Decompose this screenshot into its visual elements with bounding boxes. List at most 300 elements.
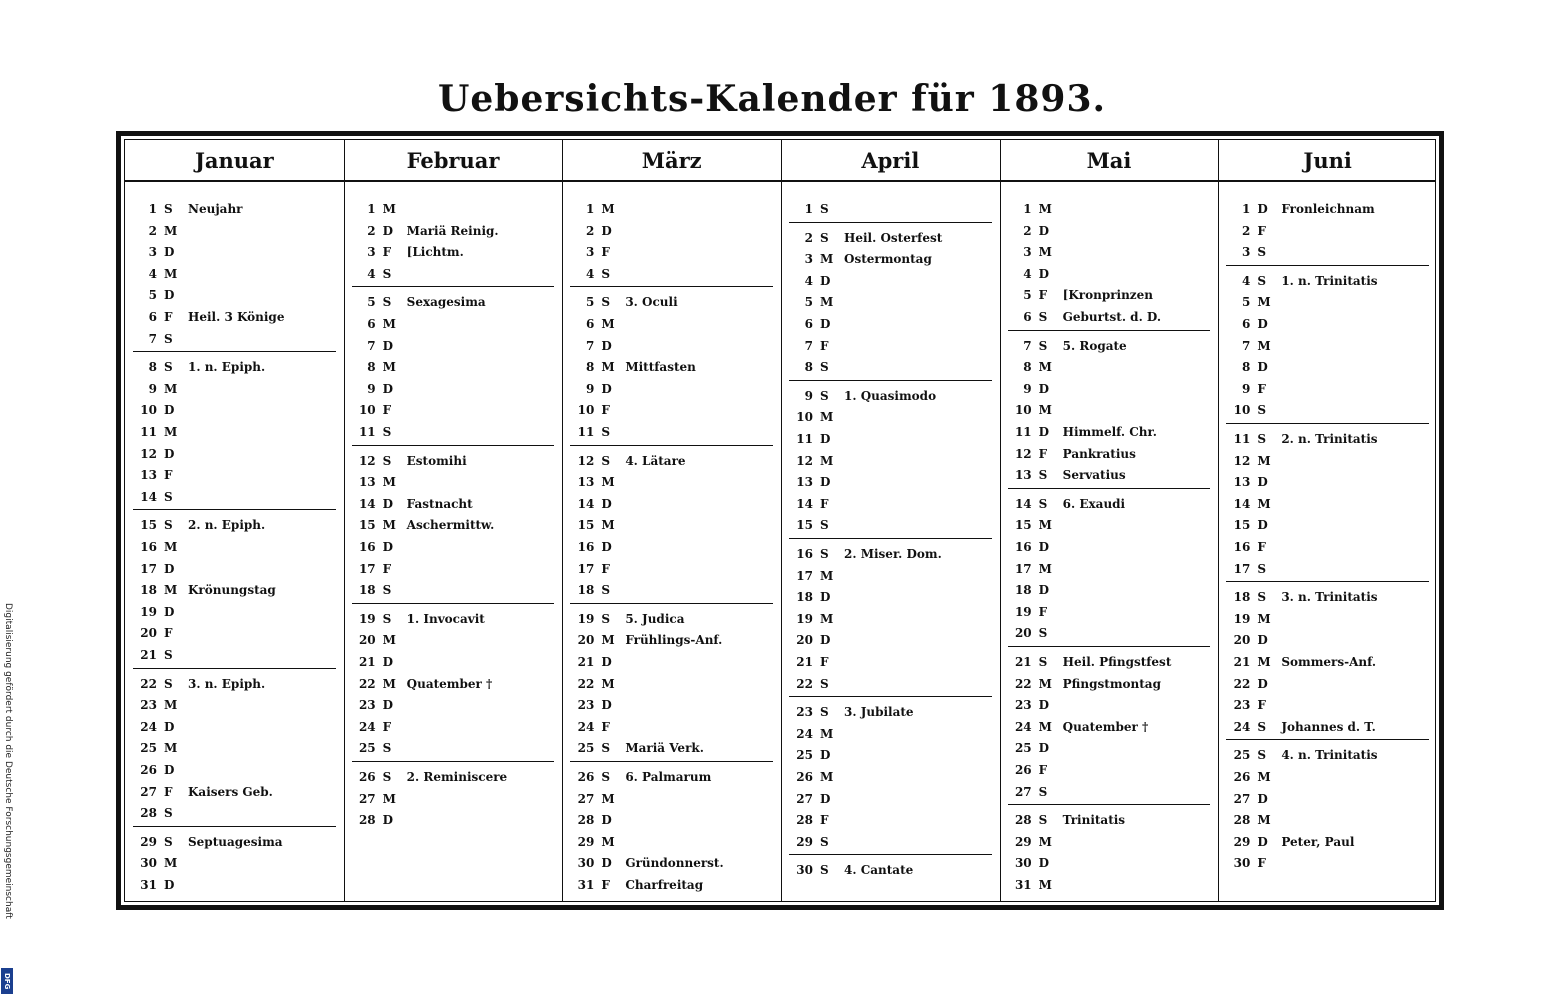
day-number: 3: [1241, 245, 1251, 260]
weekday-letter: F: [820, 655, 829, 669]
day-entry: [1008, 378, 1213, 400]
feast-day-label: Sexagesima: [406, 295, 486, 310]
weekday-letter: M: [382, 360, 396, 375]
day-number: 27: [1014, 784, 1032, 799]
day-entry: [789, 831, 994, 853]
day-entry: [352, 291, 557, 313]
weekday-letter: D: [820, 317, 831, 331]
feast-day-label: Mariä Verk.: [625, 741, 704, 756]
weekday-letter: S: [164, 648, 173, 662]
day-entry: [789, 313, 994, 335]
day-entry: [133, 759, 338, 781]
weekday-letter: F: [601, 719, 610, 734]
weekday-letter: S: [382, 295, 392, 310]
day-number: 15: [577, 518, 595, 533]
day-number: 16: [577, 540, 595, 554]
column-divider: [344, 140, 345, 901]
day-number: 1: [148, 202, 157, 216]
feast-day-label: Heil. Pfingstfest: [1062, 655, 1172, 669]
day-entry: [1008, 874, 1213, 896]
weekday-letter: F: [1038, 288, 1048, 303]
day-entry: [1226, 788, 1431, 810]
feast-day-label: 1. Quasimodo: [844, 388, 937, 403]
weekday-letter: S: [164, 518, 173, 533]
day-number: 27: [140, 784, 157, 799]
day-entry: [570, 291, 775, 313]
weekday-letter: D: [382, 813, 394, 828]
weekday-letter: S: [820, 547, 829, 561]
day-number: 27: [358, 791, 376, 806]
day-entry: [133, 421, 338, 443]
day-entry: [133, 601, 338, 623]
calendar-grid: [124, 139, 1436, 902]
weekday-letter: M: [601, 475, 615, 490]
day-entry: [570, 378, 775, 400]
weekday-letter: D: [601, 813, 612, 828]
day-entry: [570, 335, 775, 357]
weekday-letter: D: [1257, 676, 1268, 691]
day-entry: [1008, 536, 1213, 558]
feast-day-label: Kaisers Geb.: [188, 784, 273, 799]
week-separator: [1226, 265, 1429, 266]
day-number: 28: [1233, 813, 1251, 828]
feast-day-label: 2. n. Trinitatis: [1281, 432, 1378, 446]
day-entry: [789, 428, 994, 450]
day-number: 2: [1241, 223, 1251, 238]
day-entry: [570, 421, 775, 443]
weekday-letter: D: [1257, 317, 1268, 331]
day-number: 1: [804, 202, 813, 216]
day-number: 25: [796, 748, 813, 763]
day-entry: [1226, 586, 1431, 608]
day-entry: [570, 399, 775, 421]
weekday-letter: D: [820, 633, 831, 648]
weekday-letter: M: [1257, 770, 1271, 784]
weekday-letter: M: [1038, 878, 1052, 892]
day-number: 23: [796, 705, 813, 720]
day-entry: [570, 241, 775, 263]
month-column-mai: [1008, 190, 1219, 908]
week-separator: [570, 603, 773, 604]
day-entry: [133, 356, 338, 378]
day-number: 9: [804, 388, 813, 403]
day-number: 29: [1233, 834, 1251, 849]
day-number: 3: [367, 245, 376, 260]
weekday-letter: D: [820, 590, 831, 605]
day-number: 2: [148, 223, 157, 238]
day-number: 25: [577, 741, 595, 756]
month-header-februar: Februar: [406, 148, 500, 173]
day-entry: [1226, 716, 1431, 738]
weekday-letter: F: [820, 813, 829, 828]
weekday-letter: S: [601, 611, 610, 626]
day-entry: [1226, 629, 1431, 651]
day-entry: [1008, 852, 1213, 874]
weekday-letter: S: [601, 266, 610, 281]
weekday-letter: M: [820, 295, 834, 310]
day-number: 9: [1023, 381, 1032, 396]
day-number: 31: [1014, 878, 1032, 892]
day-entry: [133, 536, 338, 558]
day-number: 11: [358, 425, 376, 439]
day-entry: [133, 328, 338, 350]
day-number: 24: [358, 719, 376, 734]
day-entry: [352, 651, 557, 673]
day-entry: [133, 781, 338, 803]
day-number: 17: [140, 561, 157, 576]
weekday-letter: D: [601, 698, 612, 713]
day-number: 14: [358, 496, 376, 511]
day-entry: [1008, 558, 1213, 580]
day-number: 15: [140, 518, 157, 533]
day-entry: [352, 450, 557, 472]
day-entry: [570, 831, 775, 853]
day-number: 10: [1014, 403, 1032, 418]
day-number: 28: [140, 806, 157, 821]
day-entry: [1226, 694, 1431, 716]
weekday-letter: M: [601, 791, 615, 806]
day-entry: [1008, 284, 1213, 306]
feast-day-label: 1. Invocavit: [406, 611, 485, 626]
feast-day-label: 3. Jubilate: [844, 705, 914, 720]
day-entry: [352, 809, 557, 831]
weekday-letter: F: [164, 626, 173, 641]
weekday-letter: F: [382, 245, 392, 260]
weekday-letter: D: [382, 338, 394, 353]
day-number: 7: [1241, 338, 1251, 353]
weekday-letter: D: [601, 856, 612, 871]
day-entry: [789, 450, 994, 472]
month-column-juni: [1226, 190, 1437, 908]
day-entry: [1226, 241, 1431, 263]
weekday-letter: S: [382, 453, 392, 468]
weekday-letter: D: [164, 288, 175, 303]
weekday-letter: M: [164, 425, 178, 439]
week-separator: [789, 222, 992, 223]
day-number: 30: [577, 856, 595, 871]
day-entry: [1008, 306, 1213, 328]
weekday-letter: S: [1257, 719, 1266, 734]
day-number: 28: [1014, 813, 1032, 828]
weekday-letter: M: [820, 453, 834, 468]
weekday-letter: M: [601, 633, 615, 648]
weekday-letter: D: [601, 540, 612, 554]
weekday-letter: D: [1038, 381, 1050, 396]
day-entry: [1226, 399, 1431, 421]
weekday-letter: M: [1038, 403, 1052, 418]
day-number: 10: [140, 403, 157, 418]
day-number: 22: [1014, 676, 1032, 691]
week-separator: [1008, 804, 1211, 805]
weekday-letter: M: [601, 202, 615, 216]
day-number: 20: [358, 633, 376, 648]
day-entry: [133, 673, 338, 695]
day-number: 21: [1233, 655, 1251, 669]
day-number: 21: [1014, 655, 1032, 669]
day-entry: [789, 471, 994, 493]
weekday-letter: S: [820, 676, 829, 691]
day-number: 6: [804, 317, 813, 331]
calendar-frame: [116, 131, 1444, 910]
weekday-letter: M: [1257, 295, 1271, 310]
month-column-märz: [570, 190, 781, 908]
day-number: 8: [804, 360, 813, 375]
day-number: 7: [148, 331, 157, 346]
day-entry: [133, 486, 338, 508]
weekday-letter: M: [601, 360, 615, 375]
weekday-letter: M: [820, 568, 834, 583]
day-number: 8: [1241, 360, 1251, 375]
day-entry: [570, 809, 775, 831]
weekday-letter: M: [601, 834, 615, 849]
day-entry: [570, 514, 775, 536]
day-number: 17: [577, 561, 595, 576]
day-entry: [352, 558, 557, 580]
weekday-letter: S: [164, 202, 173, 216]
weekday-letter: M: [1257, 813, 1271, 828]
feast-day-label: 6. Exaudi: [1062, 496, 1126, 511]
feast-day-label: 5. Rogate: [1062, 338, 1127, 353]
weekday-letter: S: [1038, 468, 1048, 483]
week-separator: [352, 603, 555, 604]
feast-day-label: Aschermittw.: [406, 518, 495, 533]
weekday-letter: D: [601, 496, 612, 511]
weekday-letter: S: [1038, 626, 1048, 641]
feast-day-label: Heil. Osterfest: [844, 230, 943, 245]
column-divider: [1218, 140, 1219, 901]
day-number: 18: [1014, 583, 1032, 598]
weekday-letter: D: [164, 561, 175, 576]
weekday-letter: S: [1257, 748, 1266, 763]
day-entry: [789, 493, 994, 515]
weekday-letter: D: [1257, 791, 1268, 806]
day-entry: [1008, 356, 1213, 378]
day-number: 11: [796, 432, 813, 446]
day-number: 14: [577, 496, 595, 511]
weekday-letter: D: [1038, 741, 1050, 756]
day-entry: [1226, 313, 1431, 335]
weekday-letter: S: [820, 388, 829, 403]
weekday-letter: S: [820, 360, 829, 375]
day-entry: [789, 788, 994, 810]
weekday-letter: M: [382, 317, 396, 331]
weekday-letter: S: [1257, 561, 1266, 576]
weekday-letter: D: [1038, 856, 1050, 871]
day-entry: [1226, 608, 1431, 630]
week-separator: [789, 380, 992, 381]
day-number: 24: [1233, 719, 1251, 734]
day-number: 11: [577, 425, 595, 439]
day-number: 24: [796, 726, 813, 741]
day-number: 28: [577, 813, 595, 828]
week-separator: [570, 761, 773, 762]
weekday-letter: S: [1038, 784, 1048, 799]
day-entry: [789, 586, 994, 608]
week-separator: [570, 286, 773, 287]
day-entry: [1008, 737, 1213, 759]
weekday-letter: F: [164, 784, 173, 799]
day-entry: [352, 536, 557, 558]
day-entry: [789, 227, 994, 249]
weekday-letter: S: [382, 583, 392, 598]
day-number: 5: [1023, 288, 1032, 303]
weekday-letter: F: [382, 403, 392, 418]
day-number: 14: [796, 496, 813, 511]
day-number: 20: [1014, 626, 1032, 641]
day-number: 20: [140, 626, 157, 641]
day-number: 22: [358, 676, 376, 691]
day-number: 12: [796, 453, 813, 468]
day-entry: [1008, 716, 1213, 738]
day-number: 8: [585, 360, 595, 375]
weekday-letter: M: [382, 202, 396, 216]
day-entry: [352, 766, 557, 788]
weekday-letter: F: [382, 719, 392, 734]
day-number: 25: [358, 741, 376, 756]
day-entry: [570, 629, 775, 651]
day-entry: [352, 629, 557, 651]
feast-day-label: [Lichtm.: [406, 245, 464, 260]
day-number: 12: [577, 453, 595, 468]
day-entry: [789, 565, 994, 587]
day-number: 19: [577, 611, 595, 626]
day-entry: [1226, 809, 1431, 831]
weekday-letter: S: [1038, 655, 1048, 669]
weekday-letter: S: [382, 611, 392, 626]
feast-day-label: Estomihi: [406, 453, 467, 468]
day-entry: [570, 737, 775, 759]
feast-day-label: Frühlings-Anf.: [625, 633, 723, 648]
day-number: 7: [585, 338, 595, 353]
day-number: 28: [796, 813, 813, 828]
day-number: 25: [1233, 748, 1251, 763]
day-number: 7: [367, 338, 376, 353]
column-divider: [1000, 140, 1001, 901]
day-entry: [352, 716, 557, 738]
day-entry: [133, 716, 338, 738]
day-number: 15: [796, 518, 813, 533]
day-number: 9: [148, 381, 157, 396]
day-number: 24: [577, 719, 595, 734]
weekday-letter: F: [1038, 763, 1048, 777]
month-header-mai: Mai: [1086, 148, 1132, 173]
day-number: 22: [796, 676, 813, 691]
week-separator: [133, 509, 336, 510]
weekday-letter: D: [820, 432, 831, 446]
weekday-letter: D: [820, 748, 831, 763]
weekday-letter: S: [601, 453, 610, 468]
day-entry: [352, 608, 557, 630]
day-number: 6: [585, 317, 595, 331]
day-entry: [133, 558, 338, 580]
month-header-januar: Januar: [194, 148, 274, 173]
weekday-letter: D: [601, 655, 612, 669]
weekday-letter: D: [1257, 475, 1268, 490]
day-entry: [1008, 493, 1213, 515]
sidebar-attribution: [0, 604, 14, 1000]
day-entry: [1226, 673, 1431, 695]
weekday-letter: M: [1257, 453, 1271, 468]
feast-day-label: Peter, Paul: [1281, 834, 1355, 849]
day-entry: [352, 241, 557, 263]
feast-day-label: Gründonnerst.: [625, 856, 724, 871]
weekday-letter: M: [1038, 719, 1052, 734]
day-entry: [133, 802, 338, 824]
feast-day-label: Fastnacht: [406, 496, 473, 511]
day-entry: [352, 421, 557, 443]
weekday-letter: D: [601, 381, 612, 396]
day-entry: [133, 831, 338, 853]
day-entry: [789, 766, 994, 788]
weekday-letter: S: [1038, 813, 1048, 828]
day-number: 15: [1233, 518, 1251, 533]
feast-day-label: Geburtst. d. D.: [1062, 310, 1162, 324]
week-separator: [133, 668, 336, 669]
weekday-letter: M: [820, 410, 834, 425]
week-separator: [1008, 488, 1211, 489]
day-number: 30: [1233, 856, 1251, 871]
day-number: 26: [1014, 763, 1032, 777]
day-number: 18: [796, 590, 813, 605]
week-separator: [1008, 646, 1211, 647]
day-entry: [570, 263, 775, 285]
day-number: 19: [140, 604, 157, 619]
day-number: 25: [1014, 741, 1032, 756]
weekday-letter: M: [382, 518, 396, 533]
day-entry: [133, 694, 338, 716]
day-entry: [133, 514, 338, 536]
weekday-letter: D: [1257, 202, 1268, 216]
feast-day-label: [Kronprinzen: [1062, 288, 1153, 303]
feast-day-label: 4. n. Trinitatis: [1281, 748, 1378, 763]
day-number: 30: [796, 863, 813, 878]
day-entry: [570, 471, 775, 493]
week-separator: [789, 538, 992, 539]
day-entry: [1226, 450, 1431, 472]
weekday-letter: D: [1257, 834, 1268, 849]
day-entry: [1008, 759, 1213, 781]
weekday-letter: M: [1038, 360, 1052, 375]
weekday-letter: S: [1038, 310, 1048, 324]
day-entry: [789, 543, 994, 565]
day-number: 29: [796, 834, 813, 849]
weekday-letter: M: [382, 633, 396, 648]
weekday-letter: S: [1257, 432, 1266, 446]
weekday-letter: M: [382, 676, 396, 691]
weekday-letter: D: [1257, 518, 1268, 533]
day-number: 4: [1241, 273, 1251, 288]
day-entry: [1008, 579, 1213, 601]
day-entry: [1226, 356, 1431, 378]
weekday-letter: S: [164, 834, 173, 849]
day-number: 3: [585, 245, 595, 260]
page-title: Uebersichts-Kalender für 1893.: [437, 78, 1107, 120]
weekday-letter: F: [601, 561, 610, 576]
weekday-letter: S: [1038, 496, 1048, 511]
day-number: 27: [1233, 791, 1251, 806]
day-number: 24: [1014, 719, 1032, 734]
weekday-letter: D: [1257, 360, 1268, 375]
weekday-letter: S: [601, 583, 610, 598]
day-entry: [1008, 263, 1213, 285]
weekday-letter: M: [382, 791, 396, 806]
weekday-letter: S: [601, 770, 610, 784]
day-entry: [352, 198, 557, 220]
weekday-letter: M: [164, 583, 178, 598]
day-entry: [352, 220, 557, 242]
week-separator: [789, 696, 992, 697]
day-number: 11: [140, 425, 157, 439]
